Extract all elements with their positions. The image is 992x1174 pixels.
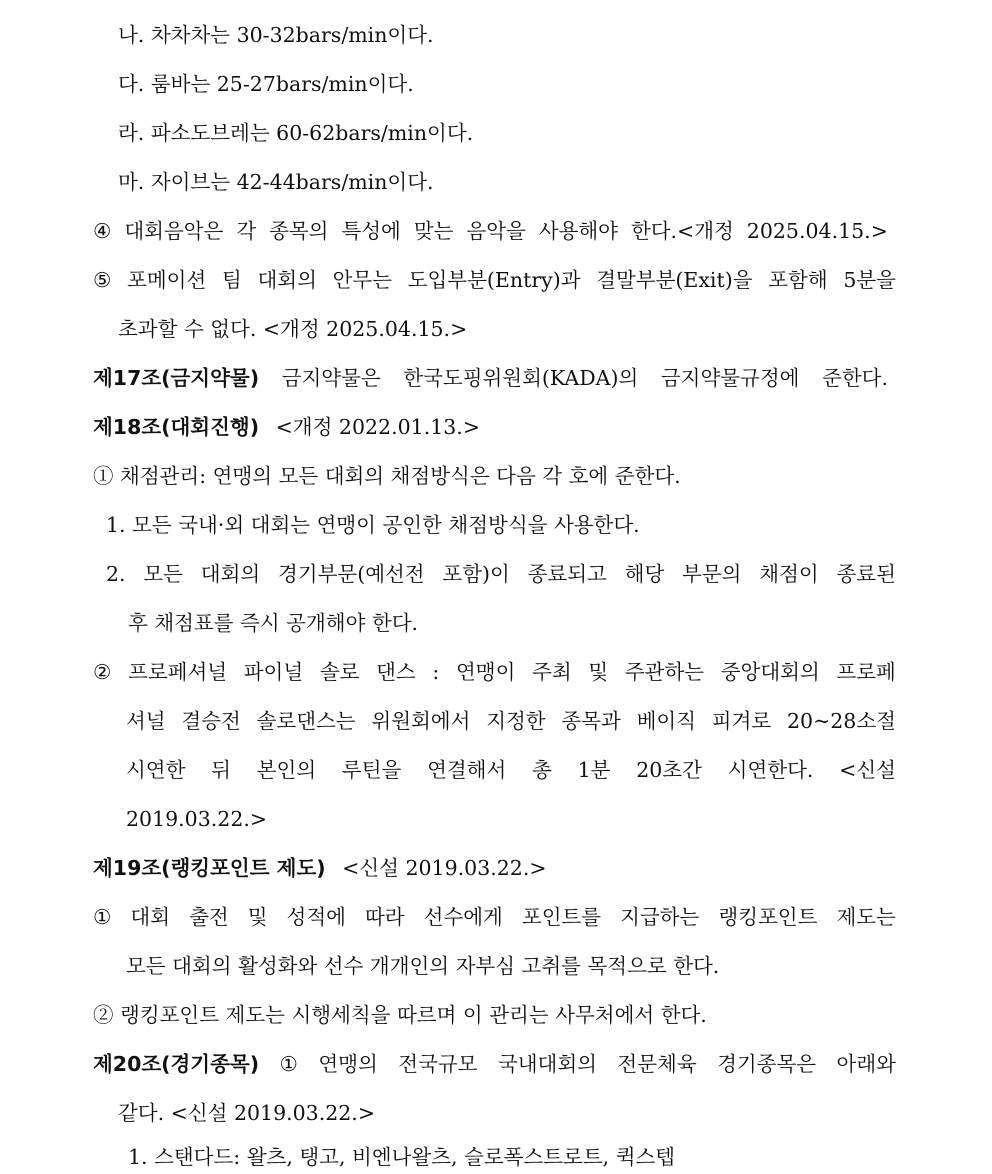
revision-note: <신설 2019.03.22.>: [342, 856, 547, 880]
paragraph: 나. 차차차는 30-32bars/min이다.: [118, 23, 434, 47]
article-heading: 제17조(금지약물): [93, 366, 260, 390]
article-heading: 제18조(대회진행): [93, 415, 260, 439]
paragraph: 다. 룸바는 25-27bars/min이다.: [118, 72, 414, 96]
paragraph: 마. 자이브는 42-44bars/min이다.: [118, 170, 434, 194]
paragraph: 같다. <신설 2019.03.22.>: [118, 1101, 376, 1125]
paragraph: 초과할 수 없다. <개정 2025.04.15.>: [118, 317, 468, 341]
article-19: [93, 854, 547, 882]
paragraph: 라. 파소도브레는 60-62bars/min이다.: [118, 121, 474, 145]
article-heading: 제19조(랭킹포인트 제도): [93, 856, 326, 880]
revision-note: <개정 2022.01.13.>: [275, 415, 480, 439]
paragraph: ④ 대회음악은 각 종목의 특성에 맞는 음악을 사용해야 한다.<개정 2025.04.15.>: [93, 219, 888, 243]
paragraph: ⑤ 포메이션 팀 대회의 안무는 도입부분(Entry)과 결말부분(Exit)을 포함해 5분을: [93, 268, 896, 292]
paragraph: 시연한 뒤 본인의 루틴을 연결해서 총 1분 20초간 시연한다. <신설: [126, 758, 896, 782]
paragraph: 후 채점표를 즉시 공개해야 한다.: [128, 611, 419, 635]
paragraph: ② 랭킹포인트 제도는 시행세칙을 따르며 이 관리는 사무처에서 한다.: [93, 1003, 707, 1027]
paragraph: 셔널 결승전 솔로댄스는 위원회에서 지정한 종목과 베이직 피겨로 20~28소절: [126, 709, 896, 733]
article-heading: 제20조(경기종목): [93, 1052, 260, 1076]
article-20: 제20조(경기종목) ① 연맹의 전국규모 국내대회의 전문체육 경기종목은 아래와: [93, 1052, 896, 1076]
paragraph: 2019.03.22.>: [126, 807, 268, 831]
article-17: 제17조(금지약물) 금지약물은 한국도핑위원회(KADA)의 금지약물규정에 준한다.: [93, 366, 888, 390]
paragraph: 1. 스탠다드: 왈츠, 탱고, 비엔나왈츠, 슬로폭스트로트, 퀵스텝: [128, 1145, 676, 1169]
article-18: [93, 413, 480, 441]
paragraph: ① 대회 출전 및 성적에 따라 선수에게 포인트를 지급하는 랭킹포인트 제도는: [93, 905, 896, 929]
paragraph: 2. 모든 대회의 경기부문(예선전 포함)이 종료되고 해당 부문의 채점이 종료된: [106, 562, 896, 586]
paragraph: 1. 모든 국내·외 대회는 연맹이 공인한 채점방식을 사용한다.: [106, 513, 640, 537]
paragraph: 모든 대회의 활성화와 선수 개개인의 자부심 고취를 목적으로 한다.: [126, 954, 720, 978]
paragraph: ① 채점관리: 연맹의 모든 대회의 채점방식은 다음 각 호에 준한다.: [93, 464, 681, 488]
paragraph: ② 프로페셔널 파이널 솔로 댄스 : 연맹이 주최 및 주관하는 중앙대회의 프로페: [93, 660, 896, 684]
